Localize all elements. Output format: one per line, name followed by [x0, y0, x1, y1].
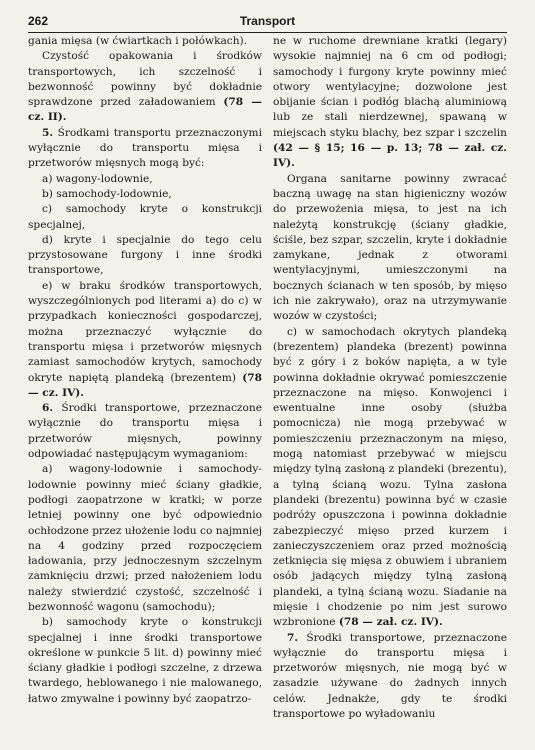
list-item: a) wagony-lodownie,	[42, 172, 153, 185]
reference: (42 — § 15; 16 — p. 13; 78 — zał. cz. IV).	[273, 142, 507, 170]
list-item: e) w braku środków transportowych, wyszczególnionych pod literami a) do c) w przypadkach konieczności gospodarczej, można przeznaczyć wyłącznie do transportu mięsa i przetworów mięsnych zamiast samochodów krytych, samochody okryte napiętą plandeką (brezentem) (78 — cz. IV).	[28, 279, 262, 399]
paragraph: Organa sanitarne powinny zwracać baczną uwagę na stan higieniczny wozów do przewożenia mięsa, to jest na ich należytą konstrukcję (ściany gładkie, ściśle, bez szpar, szczelin, kryte i dokładnie zamykane, jednak z otworami wentylacyjnymi, umieszczonymi na bocznych ścianach w ten sposób, by mięso ich nie zakrywało), oraz na utrzymywanie wozów w czystości;	[273, 172, 507, 323]
paragraph: gania mięsa (w ćwiartkach i połówkach).	[28, 35, 248, 47]
page-title: Transport	[239, 14, 296, 28]
section-6: 6. Środki transportowe, przeznaczone wyłącznie do transportu mięsa i przetworów mięsnych, powinny odpowiadać następującym wymaganiom:	[28, 402, 262, 461]
section-5: 5. Środkami transportu przeznaczonymi wyłącznie do transportu mięsa i przetworów mięsnych mogą być:	[28, 126, 262, 170]
left-column	[28, 34, 262, 707]
running-header	[28, 12, 507, 33]
reference: (78 — cz. II).	[28, 96, 262, 124]
list-item: c) w samochodach okrytych plandeką (brezentem) plandeka (brezent) powinna być z góry i z boków napięta, a w tyle powinna dokładnie okrywać pomieszczenie przeznaczone na mięso. Konwojenci i ewentualne inne osoby (służba pomocnicza) nie mogą przebywać w pomieszczeniu przeznaczonym na mięso, mogą natomiast przebywać w miejscu między tylną zasłoną z plandeki (brezentu), a tylną ścianą wozu. Tylna zasłona plandeki (brezentu) powinna być w czasie podróży opuszczona i powinna dokładnie zabezpieczyć mięso przed kurzem i zanieczyszczeniem oraz przed możnością zetknięcia się mięsa z obuwiem i ubraniem osób jadących między tylną zasłoną plandeki, a tylną ścianą wozu. Siadanie na mięsie i chodzenie po nim jest surowo wzbronione (78 — zał. cz. IV).	[273, 325, 507, 629]
reference: (78 — cz. IV).	[28, 371, 262, 399]
paragraph: Czystość opakowania i środków transportowych, ich szczelność i bezwonność powinny być dokładnie sprawdzone przed załadowaniem (78 — cz. II).	[28, 50, 262, 124]
list-item: a) wagony-lodownie i samochody-lodownie powinny mieć ściany gładkie, podłogi zaopatrzone w kratki; w porze letniej powinny one być odpowiednio ochłodzone przez ułożenie lodu co najmniej na 4 godziny przed rozpoczęciem ładowania, przy jednoczesnym szczelnym zamknięciu drzwi; przed nałożeniem lodu należy stwierdzić czystość, szczelność i bezwonność wagonu (samochodu);	[28, 463, 262, 613]
list-item: c) samochody kryte o konstrukcji specjalnej,	[28, 203, 262, 231]
section-number: 6.	[42, 402, 54, 415]
paragraph: ne w ruchome drewniane kratki (legary) wysokie najmniej na 6 cm od podłogi; samochody i furgony kryte powinny mieć otwory wentylacyjne; dozwolone jest obijanie ścian i podłóg blachą aluminiową lub ze stali nierdzewnej, spawaną w miejscach styku blachy, bez szpar i szczelin (42 — § 15; 16 — p. 13; 78 — zał. cz. IV).	[273, 35, 507, 170]
section-number: 5.	[42, 126, 54, 139]
section-number: 7.	[287, 631, 299, 644]
reference: (78 — zał. cz. IV).	[338, 616, 443, 629]
section-7: 7. Środki transportowe, przeznaczone wyłącznie do transportu mięsa i przetworów mięsnych, nie mogą być w zasadzie używane do żadnych innych celów. Jednakże, gdy te środki transportowe po wyładowaniu	[273, 631, 507, 721]
list-item: d) kryte i specjalnie do tego celu przystosowane furgony i inne środki transportowe,	[28, 233, 262, 277]
list-item: b) samochody-lodownie,	[42, 187, 172, 200]
page-number: 262	[28, 14, 49, 28]
right-column	[273, 34, 507, 722]
list-item: b) samochody kryte o konstrukcji specjalnej i inne środki transportowe określone w punkcie 5 lit. d) powinny mieć ściany gładkie i podłogi szczelne, z drzewa twardego, heblowanego i nie malowanego, łatwo zmywalne i powinny być zaopatrzo-	[28, 616, 262, 705]
